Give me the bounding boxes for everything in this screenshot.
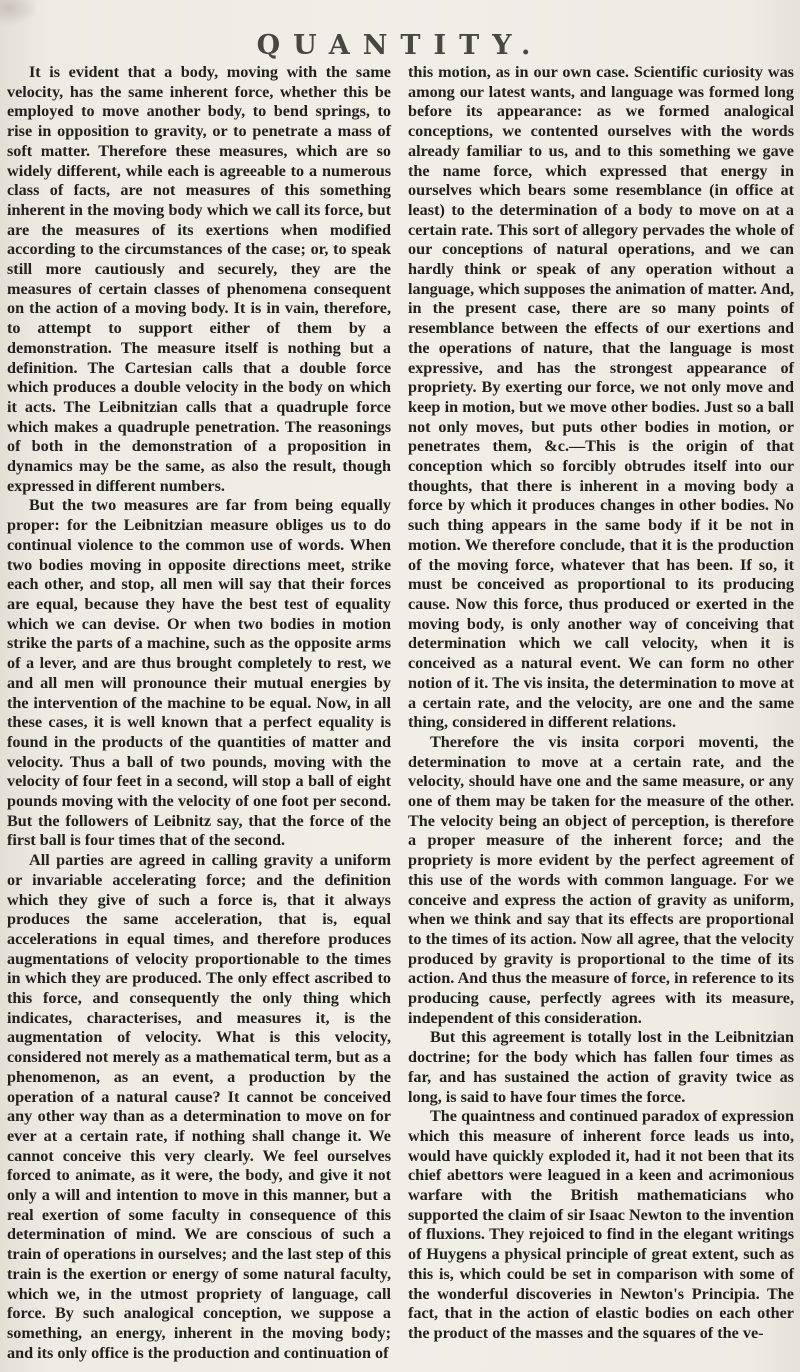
right-paragraph-2: Therefore the vis insita corpori moventi, the determination to move at a certain rate, and the velocity, should have one and the same measure, or any one of them may be taken for the measure of the other. The velocity being an object of perception, is therefore a proper measure of the inherent force; and the propriety is more evident by the perfect agreement of this use of the words with common language. For we conceive and express the action of gravity as uniform, when we think and say that its effects are proportional to the times of its action. Now all agree, that the velocity produced by gravity is proportional to the time of its action. And thus the measure of force, in reference to its producing cause, perfectly agrees with its measure, independent of this consideration. — [408, 732, 794, 1027]
right-paragraph-1: this motion, as in our own case. Scientific curiosity was among our latest wants, and language was formed long before its appearance: as we formed analogical conceptions, we contented ourselves with the words already familiar to us, and to this something we gave the name force, which expressed that energy in ourselves which bears some resemblance (in office at least) to the determination of a body to move on at a certain rate. This sort of allegory pervades the whole of our conceptions of natural operations, and we can hardly think or speak of any operation without a language, which supposes the animation of matter. And, in the present case, there are so many points of resemblance between the effects of our exertions and the operations of nature, that the language is most expressive, and has the strongest appearance of propriety. By exerting our force, we not only move and keep in motion, but we move other bodies. Just so a ball not only moves, but puts other bodies in motion, or penetrates them, &c.—This is the origin of that conception which so forcibly obtrudes itself into our thoughts, that there is inherent in a moving body a force by which it produces changes in other bodies. No such thing appears in the same body if it be not in motion. We therefore conclude, that it is the production of the moving force, whatever that has been. If so, it must be conceived as proportional to its producing cause. Now this force, thus produced or exerted in the moving body, is only another way of conceiving that determination which we call velocity, when it is conceived as a natural event. We can form no other notion of it. The vis insita, the determination to move at a certain rate, and the velocity, are one and the same thing, considered in different relations. — [408, 63, 794, 732]
left-paragraph-3: All parties are agreed in calling gravity a uniform or invariable accelerating force; and the definition which they give of such a force is, that it always produces the same acceleration, that is, equal accelerations in equal times, and therefore produces augmentations of velocity proportionable to the times in which they are produced. The only effect ascribed to this force, and consequently the only thing which indicates, characterises, and measures it, is the augmentation of velocity. What is this velocity, considered not merely as a mathematical term, but as a phenomenon, as an event, a production by the operation of a natural cause? It cannot be conceived any other way than as a determination to move on for ever at a certain rate, if nothing shall change it. We cannot conceive this very clearly. We feel ourselves forced to animate, as it were, the body, and give it not only a will and intention to move in this manner, but a real exertion of some faculty in consequence of this determination of mind. We are conscious of such a train of operations in ourselves; and the last step of this train is the exertion or energy of some natural faculty, which we, in the utmost propriety of language, call force. By such analogical conception, we suppose a something, an energy, inherent in the moving body; and its only office is the production and continuation of — [7, 851, 391, 1362]
left-paragraph-1: It is evident that a body, moving with the same velocity, has the same inherent force, whether this be employed to move another body, to bend springs, to rise in opposition to gravity, or to penetrate a mass of soft matter. Therefore these measures, which are so widely different, while each is agreeable to a numerous class of facts, are not measures of this something inherent in the moving body which we call its force, but are the measures of its exertions when modified according to the circumstances of the case; or, to speak still more cautiously and securely, they are the measures of certain classes of phenomena consequent on the action of a moving body. It is in vain, therefore, to attempt to support either of them by a demonstration. The measure itself is nothing but a definition. The Cartesian calls that a double force which produces a double velocity in the body on which it acts. The Leibnitzian calls that a quadruple force which makes a quadruple penetration. The reasonings of both in the demonstration of a proposition in dynamics may be the same, as also the result, though expressed in different numbers. — [7, 63, 391, 495]
right-paragraph-4: The quaintness and continued paradox of expression which this measure of inherent force leads us into, would have quickly exploded it, had it not been that its chief abettors were leagued in a keen and acrimonious warfare with the British mathematicians who supported the claim of sir Isaac Newton to the invention of fluxions. They rejoiced to find in the elegant writings of Huygens a physical principle of great extent, such as this is, which could be set in comparison with some of the wonderful discoveries in Newton's Principia. The fact, that in the action of elastic bodies on each other the product of the masses and the squares of the ve- — [408, 1107, 794, 1342]
page-corner-stain — [0, 0, 38, 26]
right-paragraph-3: But this agreement is totally lost in the Leibnitzian doctrine; for the body which has fallen four times as far, and has sustained the action of gravity twice as long, is said to have four times the force. — [408, 1028, 794, 1106]
right-column — [408, 63, 794, 1344]
left-paragraph-2: But the two measures are far from being equally proper: for the Leibnitzian measure obliges us to do continual violence to the common use of words. When two bodies moving in opposite directions meet, strike each other, and stop, all men will say that their forces are equal, because they have the best test of equality which we can devise. Or when two bodies in motion strike the parts of a machine, such as the opposite arms of a lever, and are thus brought completely to rest, we and all men will pronounce their mutual energies by the intervention of the machine to be equal. Now, in all these cases, it is well known that a perfect equality is found in the products of the quantities of matter and velocity. Thus a ball of two pounds, moving with the velocity of four feet in a second, will stop a ball of eight pounds moving with the velocity of one foot per second. But the followers of Leibnitz say, that the force of the first ball is four times that of the second. — [7, 496, 391, 850]
left-column — [7, 63, 391, 1363]
running-header: QUANTITY. — [256, 30, 544, 61]
